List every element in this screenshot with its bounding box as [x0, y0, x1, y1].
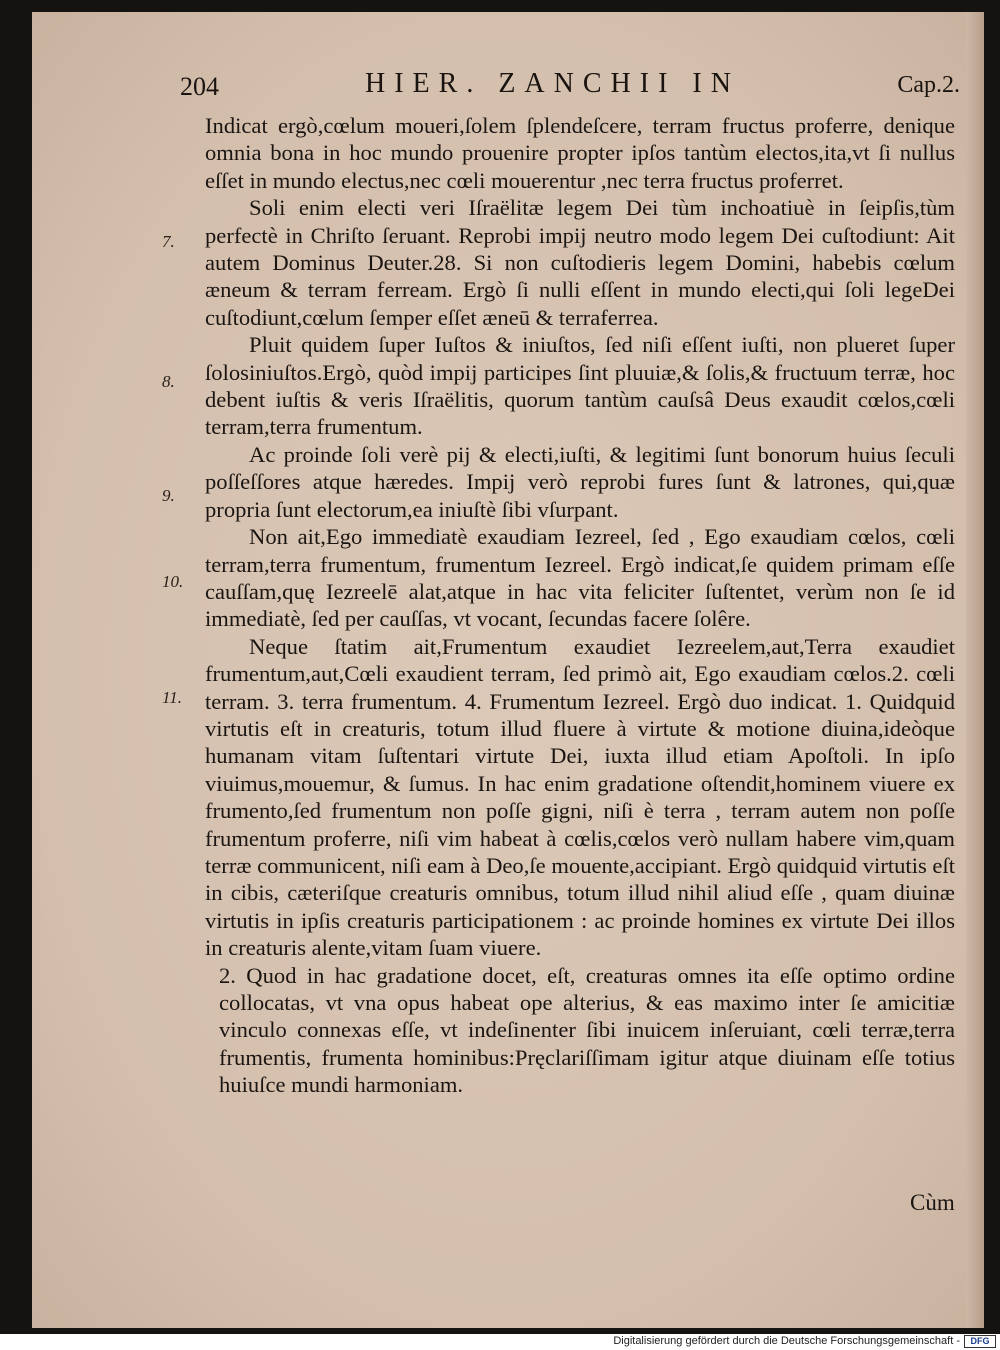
paragraph: Non ait,Ego immediatè exaudiam Iezreel, ſed , Ego exaudiam cœlos, cœli terram,terra frumentum, frumentum Iezreel. Ergò indicat,ſe quidem primam eſſe cauſſam,quę Iezreelē alat,atque in hac vita feliciter ſuſtentet, verùm non ſe id immediatè, ſed per cauſſas, vt vocant, ſecundas facere ſolêre.	[205, 524, 955, 632]
margin-numeral-11: 11.	[162, 688, 182, 707]
paragraph: Ac proinde ſoli verè pij & electi,iuſti, & legitimi ſunt bonorum huius ſeculi poſſeſſores atque hæredes. Impij verò reprobi fures ſunt & latrones, qui,quæ propria ſunt electorum,ea iniuſtè ſibi vſurpant.	[205, 441, 955, 522]
paragraph: Indicat ergò,cœlum moueri,ſolem ſplendeſcere, terram fructus proferre, denique omnia bona in hoc mundo prouenire propter ipſos tantùm electos,ita,vt ſi nullus eſſet in mundo electus,nec cœli mouerentur ,nec terra fructus proferret.	[205, 113, 955, 193]
margin-numeral-10: 10.	[162, 572, 184, 591]
paragraph: 2. Quod in hac gradatione docet, eſt, creaturas omnes ita eſſe optimo ordine collocatas, vt vna opus habeat ope alterius, & eas maximo inter ſe amicitiæ vinculo connexas eſſe, vt indeſinenter ſibi inuicem inſeruiant, cœli terræ,terra frumentis, frumenta hominibus:Pręclariſſimam igitur atque diuinam eſſe totius huiuſce mundi harmoniam.	[219, 962, 955, 1098]
body-text	[205, 112, 955, 1099]
page-edge	[966, 12, 984, 1328]
catchword: Cùm	[910, 1190, 955, 1215]
paragraph: Soli enim electi veri Iſraëlitæ legem Dei tùm inchoatiuè in ſeipſis,tùm perfectè in Chriſto ſeruant. Reprobi impij neutro modo legem Dei cuſtodiunt: Ait autem Dominus Deuter.28. Si non cuſtodieris legem Domini, habebis cœlum æneum & terram ferream. Ergò ſi nulli eſſent in mundo electi,qui ſoli legeDei cuſtodiunt,cœlum ſemper eſſet æneū & terraferrea.	[205, 195, 955, 330]
page-number: 204	[180, 72, 219, 101]
chapter-reference: Cap.2.	[897, 72, 960, 98]
paragraph: Neque ſtatim ait,Frumentum exaudiet Iezreelem,aut,Terra exaudiet frumentum,aut,Cœli exaudient terram, ſed primò ait, Ego exaudiam cœlos.2. cœli terram. 3. terra frumentum. 4. Frumentum Iezreel. Ergò duo indicat. 1. Quidquid virtutis eſt in creaturis, totum illud fluere à virtute & motione diuina,ideòque humanam vitam ſuſtentari virtute Dei, iuxta illud etiam Apoſtoli. In ipſo viuimus,mouemur, & ſumus. In hac enim gradatione oſtendit,hominem viuere ex frumento,ſed frumentum non poſſe gigni, niſi è terra , terram autem non poſſe frumentum proferre, niſi vim habeat à cœlis,cœlos verò nullam habere vim,quam terræ communicent, niſi eam à Deo,ſe mouente,accipiant. Ergò quidquid virtutis eſt in cibis, cæteriſque creaturis omnibus, totum illud nihil aliud eſſe , quam diuinæ virtutis in ipſis creaturis participationem : ac proinde homines ex virtute Dei illos in creaturis alente,vitam ſuam viuere.	[205, 633, 955, 961]
dfg-logo-icon: DFG	[964, 1335, 996, 1348]
margin-numeral-7: 7.	[162, 232, 175, 251]
footer-bar	[0, 1334, 1000, 1350]
running-title: HIER. ZANCHII IN	[365, 68, 740, 99]
paragraph: Pluit quidem ſuper Iuſtos & iniuſtos, ſed niſi eſſent iuſti, non plueret ſuper ſolosiniuſtos.Ergò, quòd impij participes ſint pluuiæ,& ſolis,& fructuum terræ, hoc debent iuſtis & veris Iſraëlitis, quorum tantùm cauſsâ Deus exaudit cœlos,cœli terram,terra frumentum.	[205, 332, 955, 440]
funding-notice: Digitalisierung gefördert durch die Deutsche Forschungsgemeinschaft -	[613, 1335, 960, 1347]
margin-numeral-9: 9.	[162, 486, 175, 505]
margin-numeral-8: 8.	[162, 372, 175, 391]
page-header	[180, 68, 960, 108]
